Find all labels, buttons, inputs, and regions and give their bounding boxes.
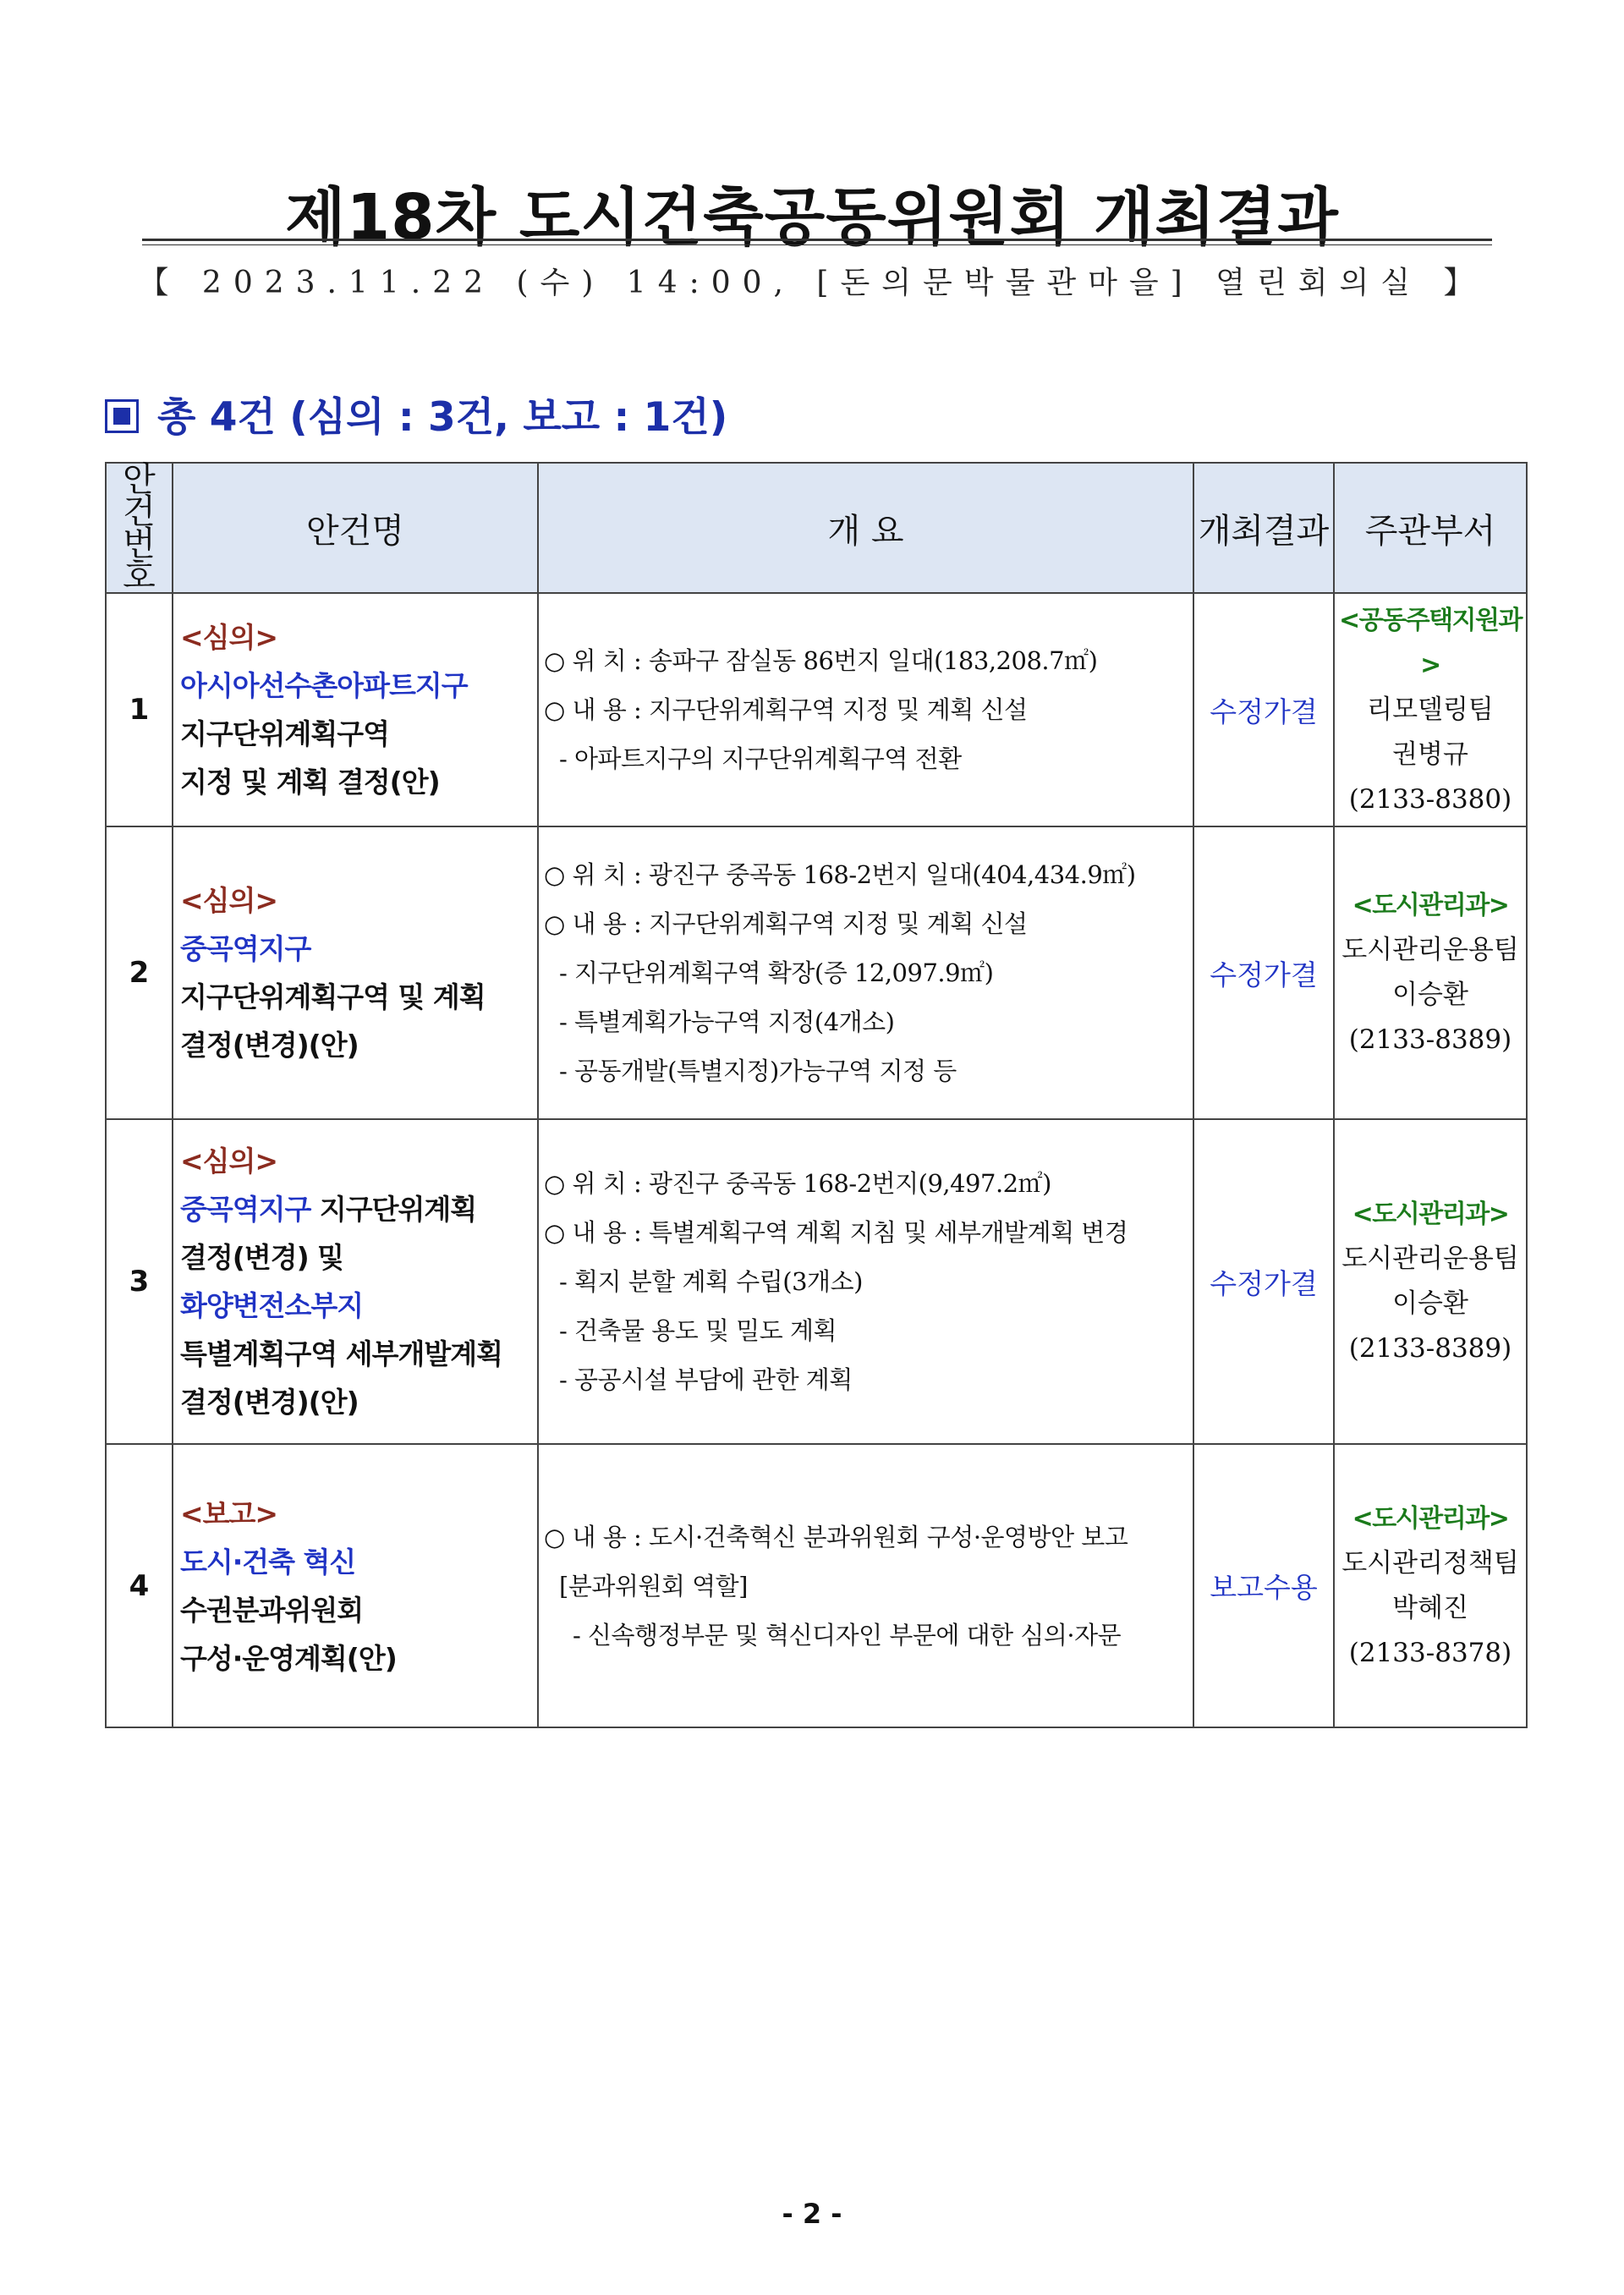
- overview-line: ○ 위 치 : 광진구 중곡동 168-2번지(9,497.2㎡): [544, 1169, 1051, 1198]
- department-team: 리모델링팀: [1367, 694, 1494, 725]
- overview-line: ○ 내 용 : 지구단위계획구역 지정 및 계획 신설: [544, 695, 1028, 724]
- table-header-row: [106, 463, 1527, 593]
- department-team: 도시관리운용팀: [1341, 1244, 1519, 1274]
- agenda-name-line: 수권분과위원회: [180, 1593, 364, 1627]
- summary-heading: [105, 386, 727, 442]
- department-name: <공동주택지원과>: [1339, 605, 1522, 680]
- overview-line: - 공동개발(특별지정)가능구역 지정 등: [559, 1057, 957, 1085]
- square-bullet-icon: [105, 399, 139, 433]
- title-rule-thin: [142, 244, 1492, 245]
- department-person: 이승환: [1392, 1288, 1468, 1319]
- table-row: [106, 1119, 1527, 1444]
- department-name: <도시관리과>: [1352, 1200, 1509, 1229]
- agenda-result: 보고수용: [1193, 1444, 1334, 1727]
- overview-line: - 지구단위계획구역 확장(증 12,097.9㎡): [559, 958, 994, 987]
- agenda-name-highlight: 중곡역지구: [180, 932, 311, 965]
- agenda-department: [1334, 826, 1527, 1119]
- agenda-number: 1: [106, 593, 173, 826]
- agenda-name-line: 지구단위계획구역 및 계획: [180, 980, 486, 1013]
- overview-line: - 아파트지구의 지구단위계획구역 전환: [559, 744, 962, 773]
- overview-line: - 공공시설 부담에 관한 계획: [559, 1365, 853, 1394]
- agenda-number: 2: [106, 826, 173, 1119]
- table-row: [106, 826, 1527, 1119]
- header-number: 안건 번호: [106, 463, 173, 593]
- overview-line: [분과위원회 역할]: [559, 1571, 748, 1600]
- overview-line: - 건축물 용도 및 밀도 계획: [559, 1316, 837, 1345]
- agenda-department: [1334, 1444, 1527, 1727]
- agenda-name-highlight: 아시아선수촌아파트지구: [180, 669, 468, 702]
- department-person: 이승환: [1392, 980, 1468, 1010]
- agenda-name-line: 결정(변경)(안): [180, 1029, 359, 1062]
- header-result: 개최결과: [1193, 463, 1334, 593]
- title-rule-thick: [142, 239, 1492, 241]
- department-phone: (2133-8389): [1348, 1024, 1512, 1055]
- agenda-overview: [538, 826, 1193, 1119]
- table-row: [106, 593, 1527, 826]
- agenda-name-line: 구성·운영계획(안): [180, 1641, 397, 1675]
- agenda-name-highlight: 중곡역지구: [180, 1193, 311, 1226]
- agenda-category: <심의>: [180, 621, 278, 654]
- department-phone: (2133-8380): [1348, 783, 1512, 815]
- agenda-name: [173, 593, 538, 826]
- agenda-name: [173, 1119, 538, 1444]
- department-person: 권병규: [1392, 738, 1468, 770]
- agenda-result: 수정가결: [1193, 826, 1334, 1119]
- agenda-name-line: 지구단위계획구역: [180, 717, 390, 750]
- agenda-table: [105, 462, 1528, 1728]
- agenda-category: <심의>: [180, 1145, 278, 1178]
- overview-line: ○ 내 용 : 지구단위계획구역 지정 및 계획 신설: [544, 909, 1028, 938]
- agenda-result: 수정가결: [1193, 1119, 1334, 1444]
- agenda-result: 수정가결: [1193, 593, 1334, 826]
- page-title: 제18차 도시건축공동위원회 개최결과: [285, 181, 1339, 254]
- agenda-name: [173, 826, 538, 1119]
- department-name: <도시관리과>: [1352, 891, 1509, 920]
- agenda-name-highlight: 도시·건축 혁신: [180, 1545, 356, 1578]
- agenda-name-highlight: 화양변전소부지: [180, 1289, 364, 1322]
- department-phone: (2133-8389): [1348, 1333, 1512, 1364]
- agenda-name-line: 결정(변경) 및: [180, 1241, 344, 1274]
- agenda-number: 3: [106, 1119, 173, 1444]
- header-name: 안건명: [173, 463, 538, 593]
- agenda-department: [1334, 593, 1527, 826]
- department-person: 박혜진: [1392, 1592, 1468, 1623]
- department-name: <도시관리과>: [1352, 1503, 1509, 1534]
- overview-line: ○ 위 치 : 송파구 잠실동 86번지 일대(183,208.7㎡): [544, 646, 1098, 675]
- overview-line: - 획지 분할 계획 수립(3개소): [559, 1267, 863, 1296]
- agenda-category: <보고>: [180, 1496, 278, 1530]
- summary-text: 총 4건 (심의 : 3건, 보고 : 1건): [157, 394, 728, 441]
- agenda-name-line: 지정 및 계획 결정(안): [180, 766, 440, 799]
- department-team: 도시관리정책팀: [1341, 1547, 1519, 1578]
- department-team: 도시관리운용팀: [1341, 935, 1519, 965]
- agenda-department: [1334, 1119, 1527, 1444]
- overview-line: ○ 내 용 : 도시·건축혁신 분과위원회 구성·운영방안 보고: [544, 1522, 1128, 1551]
- agenda-name-line: 중곡역지구 지구단위계획: [180, 1193, 477, 1226]
- overview-line: - 신속행정부문 및 혁신디자인 부문에 대한 심의·자문: [573, 1620, 1122, 1650]
- overview-line: ○ 위 치 : 광진구 중곡동 168-2번지 일대(404,434.9㎡): [544, 860, 1136, 889]
- agenda-name-line: 특별계획구역 세부개발계획: [180, 1337, 503, 1370]
- agenda-overview: [538, 1444, 1193, 1727]
- table-row: [106, 1444, 1527, 1727]
- header-department: 주관부서: [1334, 463, 1527, 593]
- agenda-overview: [538, 593, 1193, 826]
- header-overview: 개 요: [538, 463, 1193, 593]
- agenda-number: 4: [106, 1444, 173, 1727]
- agenda-category: <심의>: [180, 884, 278, 917]
- department-phone: (2133-8378): [1348, 1637, 1512, 1668]
- overview-line: ○ 내 용 : 특별계획구역 계획 지침 및 세부개발계획 변경: [544, 1218, 1128, 1247]
- agenda-name: [173, 1444, 538, 1727]
- agenda-overview: [538, 1119, 1193, 1444]
- overview-line: - 특별계획가능구역 지정(4개소): [559, 1007, 895, 1036]
- page-number: - 2 -: [782, 2198, 842, 2230]
- agenda-name-line: 결정(변경)(안): [180, 1386, 359, 1419]
- meeting-info: 【 2023.11.22 (수) 14:00, [돈의문박물관마을] 열린회의실 】: [138, 266, 1486, 300]
